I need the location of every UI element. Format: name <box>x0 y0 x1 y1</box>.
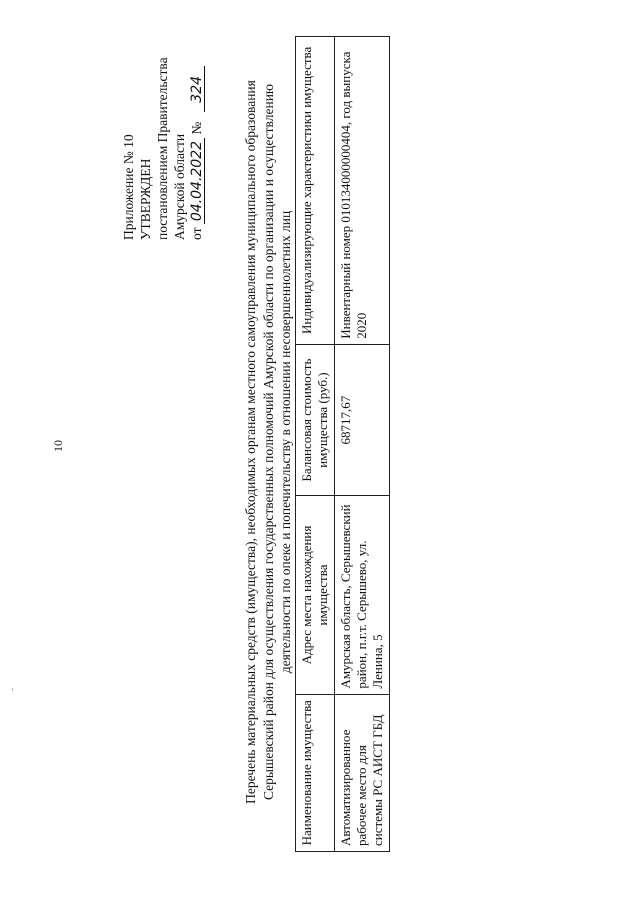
approved-label: УТВЕРЖДЕН <box>138 158 153 240</box>
cell-address: Амурская область, Серышевский район, п.г.т. Серышево, ул. Ленина, 5 <box>335 496 390 694</box>
heading-line-1: Перечень материальных средств (имущества), необходимых органам местного самоуправления муниципального образования <box>243 80 258 804</box>
header-value: Балансовая стоимость имущества (руб.) <box>296 344 335 496</box>
approved-by-line-1: постановлением Правительства <box>155 57 170 240</box>
header-name: Наименование имущества <box>296 694 335 851</box>
property-table <box>295 36 390 852</box>
approved-by-line-2: Амурской области <box>172 133 187 240</box>
scan-artifact <box>12 688 13 691</box>
heading-line-3: деятельности по опеке и попечительству в отношении несовершеннолетних лиц <box>278 210 293 674</box>
table-row <box>335 37 390 852</box>
handwritten-date: 04.04.2022 <box>190 138 205 224</box>
rotated-document-content <box>112 22 632 882</box>
approval-block <box>120 20 205 240</box>
header-address: Адрес места нахождения имущества <box>296 496 335 694</box>
approval-date-line <box>188 20 205 240</box>
cell-value: 68717,67 <box>335 344 390 496</box>
heading-line-2: Серышевский район для осуществления государственных полномочий Амурской области по организации и осуществлению <box>260 83 276 801</box>
number-prefix: № <box>189 121 204 135</box>
page-number: 10 <box>51 440 65 452</box>
table-header-row <box>296 37 335 852</box>
appendix-label: Приложение № 10 <box>121 134 136 240</box>
document-heading <box>242 42 295 842</box>
date-prefix: от <box>189 227 204 240</box>
handwritten-number: 324 <box>190 66 205 112</box>
cell-characteristics: Инвентарный номер 010134000000404, год выпуска 2020 <box>335 37 390 345</box>
cell-name: Автоматизированное рабочее место для системы РС АИСТ ГБД <box>335 694 390 851</box>
header-characteristics: Индивидуализирующие характеристики имущества <box>296 37 335 345</box>
